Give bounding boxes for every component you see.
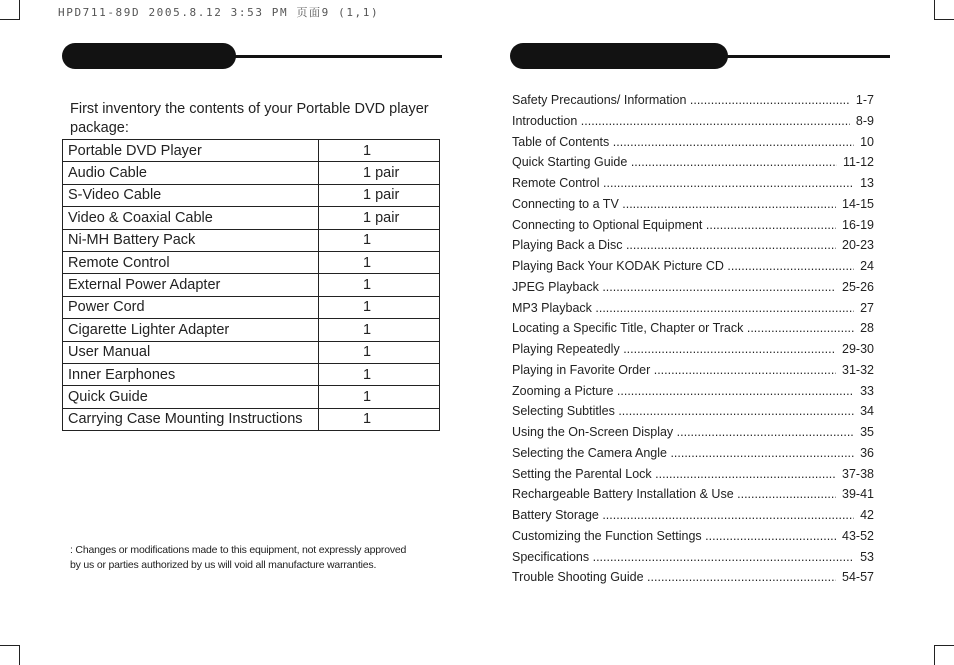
inventory-item-quantity: 1 pair [319,162,440,184]
left-section-header-pill [62,43,236,69]
toc-entry-page: 53 [860,549,874,564]
inventory-item-name: Cigarette Lighter Adapter [63,319,319,341]
toc-entry [512,505,874,526]
inventory-item-quantity: 1 [319,408,440,430]
inventory-row [63,319,440,341]
inventory-row [63,207,440,229]
toc-entry-page: 10 [860,134,874,149]
crop-mark-top-right [934,0,935,20]
toc-entry-title: Connecting to a TV ..... [512,194,836,215]
toc-entry-page: 8-9 [855,113,874,128]
toc-entry-title: Table of Contents ..... [512,132,854,153]
inventory-item-quantity: 1 [319,251,440,273]
toc-entry [512,526,874,547]
inventory-item-quantity: 1 [319,140,440,162]
toc-entry [512,111,874,132]
toc-entry-page: 24 [860,259,874,273]
inventory-item-name: Quick Guide [63,386,319,408]
toc-entry-title: Playing in Favorite Order ..... [512,360,836,381]
toc-entry-page: 20-23 [842,238,874,253]
toc-entry [512,339,874,360]
crop-mark-bottom-right [934,645,935,665]
warranty-note: : Changes or modifications made to this equipment, not expressly approved by us or parties authorized by us will void all manufacture warranties. [70,544,407,571]
inventory-item-quantity: 1 [319,229,440,251]
inventory-item-quantity: 1 pair [319,207,440,229]
toc-entry [512,298,874,319]
toc-entry [512,215,874,236]
toc-entry-page: 37-38 [842,466,874,481]
inventory-row [63,140,440,162]
inventory-item-quantity: 1 pair [319,184,440,206]
toc-entry-title: Quick Starting Guide ..... [512,152,837,173]
inventory-row [63,162,440,184]
inventory-item-name: External Power Adapter [63,274,319,296]
toc-entry [512,235,874,256]
toc-entry-title: Customizing the Function Settings ..... [512,526,836,547]
toc-entry-title: Connecting to Optional Equipment ..... [512,215,836,236]
toc-entry [512,90,874,111]
toc-entry-title: Selecting the Camera Angle ..... [512,443,854,464]
toc-entry-title: MP3 Playback ..... [512,298,854,319]
inventory-row [63,341,440,363]
inventory-row [63,296,440,318]
inventory-row [63,386,440,408]
crop-mark-bottom-right-h [934,645,954,646]
toc-entry [512,401,874,422]
inventory-item-quantity: 1 [319,363,440,385]
toc-entry [512,464,874,485]
inventory-item-quantity: 1 [319,319,440,341]
inventory-row [63,229,440,251]
inventory-row [63,408,440,430]
toc-entry-title: Playing Back a Disc ..... [512,235,836,256]
toc-entry-title: Selecting Subtitles ..... [512,401,854,422]
toc-entry-page: 27 [860,300,874,315]
inventory-item-name: Portable DVD Player [63,140,319,162]
inventory-item-name: Carrying Case Mounting Instructions [63,408,319,430]
toc-entry-page: 36 [860,445,874,460]
toc-entry-title: Using the On-Screen Display ..... [512,422,854,443]
toc-entry-page: 28 [860,321,874,336]
inventory-item-quantity: 1 [319,386,440,408]
inventory-item-quantity: 1 [319,341,440,363]
inventory-row [63,363,440,385]
inventory-item-name: Remote Control [63,251,319,273]
right-section-header-rule [720,55,890,58]
toc-entry-page: 13 [860,176,874,190]
crop-mark-top-right-h [934,19,954,20]
toc-entry [512,194,874,215]
package-contents-table [62,139,440,431]
toc-entry-page: 39-41 [842,487,874,502]
toc-entry-page: 29-30 [842,342,874,356]
toc-entry-page: 42 [860,508,874,522]
right-section-header-pill [510,43,728,69]
toc-entry [512,277,874,298]
toc-entry-page: 43-52 [842,528,874,543]
toc-entry-title: Battery Storage ..... [512,505,854,526]
toc-entry [512,567,874,588]
toc-entry-title: Remote Control ..... [512,173,854,194]
crop-mark-top-left-h [0,19,20,20]
toc-entry [512,132,874,153]
left-section-header-rule [230,55,442,58]
toc-entry-page: 1-7 [855,93,874,107]
toc-entry [512,443,874,464]
crop-mark-top-left [19,0,20,20]
toc-entry [512,547,874,568]
toc-entry [512,152,874,173]
inventory-item-name: Video & Coaxial Cable [63,207,319,229]
toc-entry [512,484,874,505]
inventory-item-name: Audio Cable [63,162,319,184]
toc-entry-title: Trouble Shooting Guide ..... [512,567,836,588]
inventory-item-name: Ni-MH Battery Pack [63,229,319,251]
toc-entry-title: Zooming a Picture ..... [512,381,854,402]
crop-mark-bottom-left [19,645,20,665]
toc-entry-title: JPEG Playback ..... [512,277,836,298]
toc-entry [512,360,874,381]
table-of-contents [512,90,874,588]
toc-entry-title: Locating a Specific Title, Chapter or Track ..... [512,318,854,339]
inventory-row [63,274,440,296]
toc-entry-page: 35 [860,425,874,439]
inventory-row [63,184,440,206]
toc-entry-title: Specifications ..... [512,547,854,568]
toc-entry-page: 31-32 [842,362,874,377]
inventory-item-name: Inner Earphones [63,363,319,385]
toc-entry-page: 33 [860,383,874,398]
inventory-item-quantity: 1 [319,274,440,296]
toc-entry-title: Rechargeable Battery Installation & Use ..... [512,484,836,505]
toc-entry-title: Setting the Parental Lock ..... [512,464,836,485]
print-header-stamp: HPD711-89D 2005.8.12 3:53 PM 页面9 (1,1) [58,6,380,19]
crop-mark-bottom-left-h [0,645,20,646]
toc-entry [512,256,874,277]
toc-entry [512,422,874,443]
toc-entry-page: 16-19 [842,217,874,232]
toc-entry [512,318,874,339]
inventory-item-name: S-Video Cable [63,184,319,206]
toc-entry-title: Playing Repeatedly ..... [512,339,836,360]
inventory-item-name: User Manual [63,341,319,363]
toc-entry-page: 34 [860,404,874,419]
toc-entry [512,173,874,194]
toc-entry-page: 25-26 [842,279,874,294]
toc-entry-title: Safety Precautions/ Information ..... [512,90,850,111]
toc-entry [512,381,874,402]
inventory-row [63,251,440,273]
toc-entry-page: 11-12 [842,155,874,170]
toc-entry-page: 14-15 [842,196,874,211]
inventory-item-quantity: 1 [319,296,440,318]
package-contents-intro: First inventory the contents of your Portable DVD player package: [70,101,429,136]
toc-entry-page: 54-57 [842,570,874,585]
inventory-item-name: Power Cord [63,296,319,318]
toc-entry-title: Playing Back Your KODAK Picture CD ..... [512,256,854,277]
toc-entry-title: Introduction ..... [512,111,850,132]
